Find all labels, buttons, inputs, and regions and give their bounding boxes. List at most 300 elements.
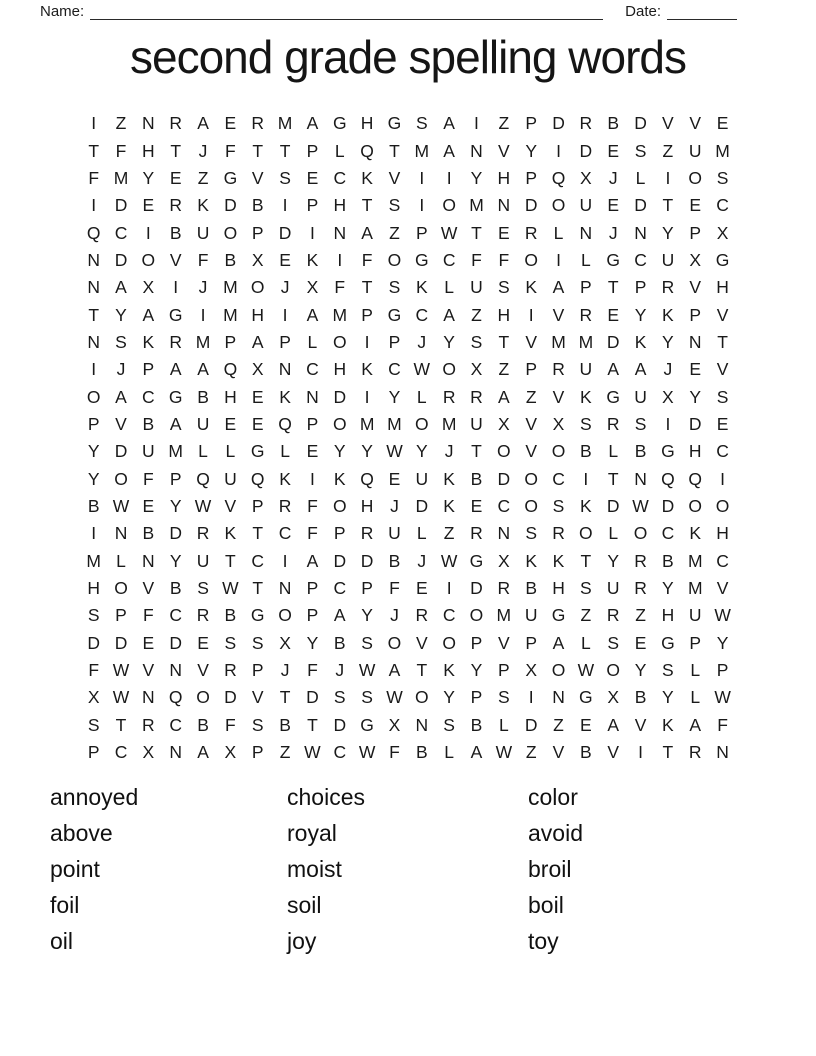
- grid-letter: U: [224, 468, 237, 489]
- grid-letter: L: [280, 441, 290, 462]
- grid-letter: O: [633, 523, 648, 544]
- grid-letter: P: [251, 495, 264, 516]
- grid-letter: Y: [169, 495, 182, 516]
- grid-letter: L: [580, 632, 591, 653]
- grid-letter: I: [91, 359, 97, 380]
- grid-letter: O: [497, 441, 511, 462]
- grid-letter: C: [415, 304, 429, 325]
- grid-letter: M: [113, 167, 129, 188]
- grid-letter: Y: [142, 167, 155, 188]
- grid-letter: M: [387, 413, 402, 434]
- grid-letter: S: [87, 714, 100, 735]
- grid-letter: N: [634, 222, 647, 243]
- grid-letter: J: [198, 140, 208, 161]
- grid-letter: E: [607, 140, 620, 161]
- grid-letter: Y: [87, 468, 100, 489]
- grid-letter: K: [142, 331, 155, 352]
- grid-letter: K: [662, 304, 674, 325]
- grid-letter: D: [333, 550, 347, 571]
- grid-letter: O: [579, 523, 593, 544]
- grid-letter: K: [662, 714, 674, 735]
- word-list: [50, 779, 776, 959]
- grid-letter: L: [635, 167, 646, 188]
- grid-letter: I: [364, 386, 370, 407]
- grid-letter: F: [143, 605, 154, 626]
- grid-letter: I: [583, 468, 589, 489]
- grid-letter: N: [169, 742, 183, 763]
- grid-letter: R: [688, 742, 702, 763]
- grid-letter: U: [388, 523, 401, 544]
- grid-letter: B: [580, 441, 592, 462]
- grid-letter: P: [361, 578, 373, 599]
- grid-letter: S: [525, 523, 538, 544]
- grid-letter: G: [250, 605, 265, 626]
- word-item: soil: [287, 892, 322, 918]
- grid-letter: B: [224, 605, 237, 626]
- grid-letter: V: [525, 331, 538, 352]
- grid-letter: A: [197, 742, 209, 763]
- grid-letter: T: [662, 195, 674, 216]
- grid-letter: S: [197, 578, 209, 599]
- grid-letter: S: [361, 687, 373, 708]
- grid-letter: G: [360, 714, 374, 735]
- grid-letter: R: [552, 523, 565, 544]
- grid-letter: B: [607, 113, 620, 134]
- grid-letter: R: [278, 495, 292, 516]
- grid-letter: W: [413, 359, 431, 380]
- grid-letter: S: [497, 277, 510, 298]
- grid-letter: K: [361, 167, 373, 188]
- grid-letter: C: [634, 249, 647, 270]
- grid-letter: O: [551, 660, 566, 681]
- grid-letter: S: [361, 632, 373, 653]
- grid-letter: Z: [389, 222, 400, 243]
- grid-letter: B: [197, 714, 209, 735]
- grid-letter: B: [87, 495, 100, 516]
- grid-letter: O: [332, 413, 347, 434]
- grid-letter: G: [661, 632, 675, 653]
- grid-letter: E: [634, 632, 647, 653]
- grid-letter: U: [688, 605, 702, 626]
- grid-letter: D: [606, 331, 620, 352]
- grid-letter: O: [414, 687, 429, 708]
- grid-letter: U: [579, 359, 593, 380]
- grid-letter: E: [197, 632, 209, 653]
- grid-letter: C: [497, 495, 511, 516]
- grid-letter: I: [309, 222, 315, 243]
- grid-letter: R: [661, 277, 675, 298]
- grid-letter: D: [169, 523, 183, 544]
- grid-letter: W: [112, 495, 130, 516]
- grid-letter: N: [278, 578, 292, 599]
- grid-letter: S: [87, 605, 100, 626]
- grid-letter: V: [689, 113, 702, 134]
- grid-letter: S: [634, 140, 647, 161]
- grid-letter: N: [306, 386, 319, 407]
- grid-letter: O: [223, 222, 238, 243]
- grid-letter: P: [251, 222, 264, 243]
- grid-letter: T: [361, 277, 373, 298]
- grid-letter: D: [579, 140, 593, 161]
- grid-letter: I: [282, 550, 288, 571]
- grid-letter: I: [665, 413, 671, 434]
- grid-letter: R: [497, 578, 511, 599]
- grid-letter: O: [688, 167, 703, 188]
- grid-letter: N: [579, 222, 593, 243]
- grid-letter: C: [278, 523, 292, 544]
- grid-letter: I: [91, 113, 97, 134]
- grid-letter: D: [688, 413, 702, 434]
- grid-letter: A: [197, 359, 209, 380]
- grid-letter: K: [279, 468, 291, 489]
- grid-letter: U: [142, 441, 155, 462]
- grid-letter: D: [524, 195, 538, 216]
- grid-letter: C: [169, 605, 183, 626]
- grid-letter: F: [115, 140, 127, 161]
- grid-letter: Q: [86, 222, 101, 243]
- grid-letter: P: [525, 167, 538, 188]
- grid-letter: L: [690, 687, 701, 708]
- grid-letter: Y: [662, 578, 674, 599]
- grid-letter: P: [689, 632, 702, 653]
- grid-letter: C: [552, 468, 565, 489]
- grid-letter: U: [634, 386, 647, 407]
- grid-letter: N: [497, 195, 511, 216]
- grid-letter: T: [498, 331, 510, 352]
- grid-letter: P: [470, 687, 483, 708]
- grid-letter: N: [634, 468, 647, 489]
- grid-letter: B: [470, 714, 483, 735]
- grid-letter: A: [443, 140, 455, 161]
- grid-letter: Y: [415, 441, 428, 462]
- grid-letter: F: [88, 167, 100, 188]
- grid-letter: U: [470, 277, 483, 298]
- grid-letter: H: [661, 605, 675, 626]
- grid-letter: D: [661, 495, 675, 516]
- grid-letter: H: [360, 495, 374, 516]
- grid-letter: V: [497, 140, 510, 161]
- grid-letter: H: [142, 140, 155, 161]
- grid-letter: Z: [580, 605, 592, 626]
- grid-letter: X: [470, 359, 483, 380]
- grid-letter: S: [552, 495, 565, 516]
- grid-letter: C: [306, 359, 319, 380]
- grid-letter: K: [443, 468, 455, 489]
- grid-letter: L: [334, 140, 345, 161]
- grid-letter: K: [197, 195, 209, 216]
- grid-letter: C: [442, 605, 456, 626]
- grid-letter: W: [386, 687, 403, 708]
- grid-letter: O: [196, 687, 210, 708]
- grid-letter: S: [443, 714, 455, 735]
- grid-letter: N: [87, 277, 100, 298]
- grid-letter: I: [173, 277, 179, 298]
- grid-letter: E: [251, 386, 264, 407]
- grid-letter: F: [307, 660, 318, 681]
- grid-letter: A: [251, 331, 264, 352]
- grid-letter: P: [115, 605, 127, 626]
- grid-letter: D: [606, 495, 620, 516]
- grid-letter: A: [306, 304, 319, 325]
- grid-letter: Y: [115, 304, 127, 325]
- grid-letter: I: [91, 523, 97, 544]
- grid-letter: R: [634, 550, 647, 571]
- grid-letter: S: [497, 687, 510, 708]
- name-label: Name:: [40, 3, 85, 20]
- grid-letter: W: [577, 660, 595, 681]
- grid-letter: E: [716, 413, 729, 434]
- grid-letter: Y: [443, 687, 455, 708]
- grid-letter: W: [440, 222, 458, 243]
- grid-letter: T: [88, 304, 100, 325]
- grid-letter: O: [442, 359, 456, 380]
- grid-letter: N: [142, 687, 155, 708]
- grid-letter: S: [224, 632, 237, 653]
- grid-letter: Y: [470, 167, 483, 188]
- grid-letter: I: [720, 468, 726, 489]
- grid-letter: T: [252, 578, 264, 599]
- grid-letter: T: [662, 742, 674, 763]
- grid-letter: E: [224, 113, 237, 134]
- grid-letter: R: [169, 195, 183, 216]
- grid-letter: F: [717, 714, 728, 735]
- grid-letter: A: [169, 359, 182, 380]
- grid-letter: I: [309, 468, 315, 489]
- grid-letter: S: [662, 660, 674, 681]
- grid-letter: M: [223, 304, 238, 325]
- grid-letter: M: [469, 195, 484, 216]
- grid-letter: P: [689, 222, 702, 243]
- grid-letter: S: [634, 413, 647, 434]
- grid-letter: A: [607, 359, 620, 380]
- grid-letter: N: [114, 523, 128, 544]
- grid-letter: V: [662, 113, 674, 134]
- grid-letter: O: [524, 468, 538, 489]
- grid-letter: R: [579, 113, 593, 134]
- grid-letter: C: [114, 742, 128, 763]
- grid-letter: Z: [197, 167, 209, 188]
- grid-letter: N: [552, 687, 565, 708]
- grid-letter: C: [333, 578, 347, 599]
- grid-letter: K: [279, 386, 291, 407]
- grid-letter: A: [169, 413, 182, 434]
- grid-letter: H: [333, 195, 347, 216]
- grid-letter: A: [470, 742, 483, 763]
- grid-letter: Y: [361, 441, 373, 462]
- grid-letter: T: [717, 331, 728, 352]
- grid-letter: C: [142, 386, 155, 407]
- grid-letter: O: [524, 249, 538, 270]
- grid-letter: Z: [443, 523, 455, 544]
- word-list-column: [50, 779, 287, 959]
- grid-letter: Y: [634, 304, 647, 325]
- grid-letter: C: [251, 550, 265, 571]
- grid-letter: P: [716, 660, 729, 681]
- grid-letter: P: [525, 632, 538, 653]
- grid-letter: I: [556, 249, 561, 270]
- grid-letter: T: [252, 523, 264, 544]
- grid-letter: V: [142, 660, 155, 681]
- grid-letter: E: [689, 359, 702, 380]
- grid-letter: Q: [688, 468, 703, 489]
- grid-letter: Z: [525, 386, 537, 407]
- grid-letter: X: [716, 222, 729, 243]
- grid-letter: C: [716, 550, 729, 571]
- grid-letter: D: [360, 550, 374, 571]
- grid-letter: R: [196, 523, 210, 544]
- grid-letter: B: [169, 222, 182, 243]
- grid-letter: X: [388, 714, 401, 735]
- grid-letter: U: [415, 468, 429, 489]
- grid-letter: X: [497, 550, 510, 571]
- grid-letter: X: [251, 249, 264, 270]
- grid-letter: R: [251, 113, 265, 134]
- grid-letter: F: [88, 660, 100, 681]
- grid-letter: S: [415, 113, 428, 134]
- grid-letter: U: [606, 578, 620, 599]
- grid-letter: V: [251, 167, 264, 188]
- grid-letter: W: [440, 550, 458, 571]
- grid-letter: I: [145, 222, 151, 243]
- grid-letter: T: [416, 660, 428, 681]
- grid-letter: X: [279, 632, 291, 653]
- grid-letter: E: [142, 632, 155, 653]
- grid-letter: O: [141, 249, 156, 270]
- grid-letter: L: [198, 441, 208, 462]
- grid-letter: P: [306, 578, 319, 599]
- grid-letter: H: [333, 359, 347, 380]
- grid-letter: L: [608, 441, 619, 462]
- grid-letter: E: [716, 113, 729, 134]
- grid-letter: D: [306, 687, 319, 708]
- grid-letter: G: [579, 687, 593, 708]
- word-item: choices: [287, 784, 365, 810]
- grid-letter: L: [116, 550, 126, 571]
- grid-letter: H: [688, 441, 702, 462]
- grid-letter: R: [169, 113, 183, 134]
- grid-letter: J: [280, 660, 290, 681]
- grid-letter: V: [169, 249, 182, 270]
- grid-letter: X: [306, 277, 319, 298]
- grid-letter: T: [361, 195, 373, 216]
- grid-letter: D: [497, 468, 511, 489]
- grid-letter: N: [497, 523, 511, 544]
- grid-letter: T: [279, 687, 291, 708]
- grid-letter: F: [307, 523, 318, 544]
- grid-letter: R: [142, 714, 155, 735]
- grid-letter: W: [632, 495, 649, 516]
- grid-letter: G: [661, 441, 675, 462]
- grid-letter: M: [168, 441, 183, 462]
- word-list-column: [287, 779, 528, 959]
- grid-letter: K: [361, 359, 373, 380]
- grid-letter: R: [442, 386, 456, 407]
- grid-letter: D: [634, 113, 647, 134]
- grid-letter: K: [552, 550, 565, 571]
- grid-letter: Y: [607, 550, 620, 571]
- grid-letter: O: [387, 632, 402, 653]
- grid-letter: E: [607, 195, 620, 216]
- grid-letter: V: [552, 304, 565, 325]
- grid-letter: H: [360, 113, 374, 134]
- grid-letter: B: [662, 550, 674, 571]
- grid-letter: D: [224, 687, 237, 708]
- grid-letter: R: [360, 523, 374, 544]
- grid-letter: W: [194, 495, 212, 516]
- grid-letter: M: [441, 413, 457, 434]
- grid-letter: P: [142, 359, 155, 380]
- grid-letter: I: [337, 249, 343, 270]
- word-item: moist: [287, 856, 342, 882]
- grid-letter: Z: [553, 714, 564, 735]
- grid-letter: J: [280, 277, 290, 298]
- grid-letter: X: [497, 413, 510, 434]
- grid-letter: N: [169, 660, 183, 681]
- grid-letter: G: [606, 249, 621, 270]
- grid-letter: B: [634, 441, 647, 462]
- grid-letter: H: [497, 167, 511, 188]
- grid-letter: Y: [306, 632, 319, 653]
- word-item: boil: [528, 892, 564, 918]
- grid-letter: L: [608, 523, 619, 544]
- word-item: point: [50, 856, 100, 882]
- grid-letter: O: [86, 386, 101, 407]
- word-list-column: [528, 779, 776, 959]
- grid-letter: P: [689, 304, 702, 325]
- grid-letter: I: [528, 687, 534, 708]
- grid-letter: L: [444, 277, 454, 298]
- grid-letter: O: [278, 605, 292, 626]
- grid-letter: H: [497, 304, 511, 325]
- grid-letter: O: [551, 195, 566, 216]
- grid-letter: D: [87, 632, 100, 653]
- grid-letter: P: [361, 304, 373, 325]
- grid-letter: H: [716, 523, 729, 544]
- grid-letter: E: [306, 441, 319, 462]
- grid-letter: I: [528, 304, 534, 325]
- grid-letter: M: [687, 550, 703, 571]
- grid-letter: H: [552, 578, 565, 599]
- grid-letter: P: [306, 605, 319, 626]
- grid-letter: Y: [662, 222, 674, 243]
- grid-letter: E: [607, 304, 620, 325]
- grid-letter: B: [142, 523, 155, 544]
- grid-letter: V: [197, 660, 209, 681]
- grid-letter: D: [224, 195, 237, 216]
- grid-letter: Q: [551, 167, 566, 188]
- grid-letter: J: [663, 359, 673, 380]
- grid-letter: Q: [278, 413, 292, 434]
- grid-letter: C: [169, 714, 183, 735]
- grid-letter: W: [112, 660, 130, 681]
- grid-letter: V: [224, 495, 237, 516]
- grid-letter: X: [689, 249, 702, 270]
- grid-letter: R: [524, 222, 538, 243]
- grid-letter: L: [553, 222, 564, 243]
- grid-letter: B: [251, 195, 264, 216]
- grid-letter: J: [417, 331, 427, 352]
- grid-letter: Z: [498, 113, 510, 134]
- grid-letter: J: [116, 359, 126, 380]
- grid-letter: A: [333, 605, 346, 626]
- grid-letter: O: [688, 495, 703, 516]
- grid-letter: Y: [333, 441, 346, 462]
- grid-letter: Z: [525, 742, 537, 763]
- grid-letter: V: [525, 413, 538, 434]
- grid-letter: R: [196, 605, 210, 626]
- word-item: royal: [287, 820, 337, 846]
- grid-letter: R: [415, 605, 429, 626]
